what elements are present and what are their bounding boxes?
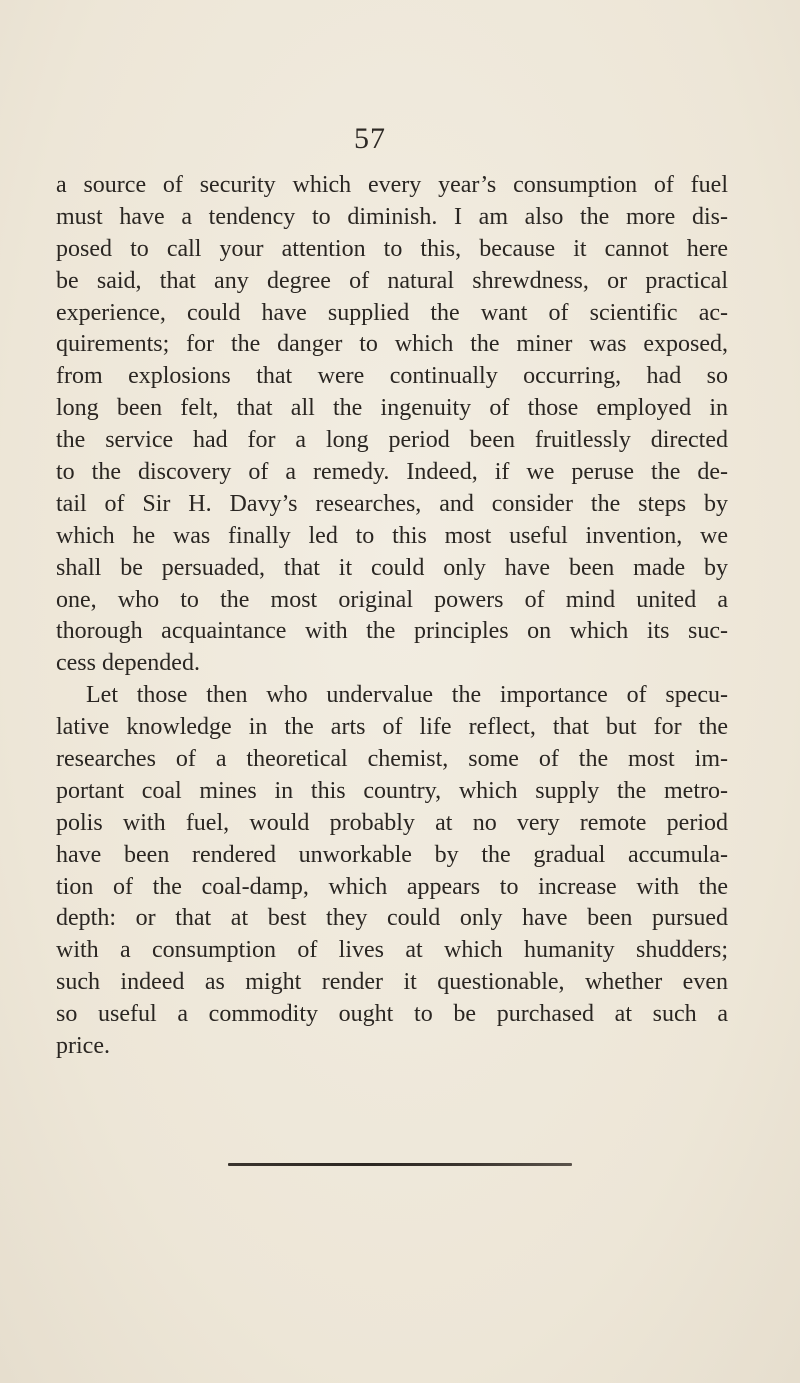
- text-line: polis with fuel, would probably at no very remote period: [56, 809, 728, 836]
- text-line: have been rendered unworkable by the gradual accumula-: [56, 841, 728, 868]
- text-line: must have a tendency to diminish. I am also the more dis-: [56, 203, 728, 230]
- text-line: the service had for a long period been fruitlessly directed: [56, 427, 728, 454]
- text-line: tail of Sir H. Davy’s researches, and consider the steps by: [56, 490, 728, 517]
- body-text: [56, 170, 728, 1063]
- text-line: cess depended.: [56, 650, 200, 677]
- text-line: quirements; for the danger to which the miner was exposed,: [56, 331, 728, 358]
- page-number: 57: [354, 122, 386, 155]
- text-line: portant coal mines in this country, which supply the metro-: [56, 777, 728, 804]
- text-line: with a consumption of lives at which humanity shudders;: [56, 937, 728, 964]
- text-line: a source of security which every year’s consumption of fuel: [56, 172, 728, 198]
- text-line: to the discovery of a remedy. Indeed, if we peruse the de-: [56, 459, 728, 486]
- text-line: which he was finally led to this most useful invention, we: [56, 522, 728, 549]
- text-line: price.: [56, 1033, 110, 1060]
- text-line: posed to call your attention to this, because it cannot here: [56, 235, 728, 262]
- text-line: thorough acquaintance with the principles on which its suc-: [56, 618, 728, 645]
- text-line: be said, that any degree of natural shrewdness, or practical: [56, 267, 728, 294]
- text-line: from explosions that were continually occurring, had so: [56, 363, 728, 390]
- text-line: such indeed as might render it questionable, whether even: [56, 969, 728, 996]
- text-line: depth: or that at best they could only have been pursued: [56, 905, 728, 932]
- text-line: so useful a commodity ought to be purchased at such a: [56, 1001, 728, 1028]
- text-line: tion of the coal-damp, which appears to increase with the: [56, 873, 728, 900]
- text-line: shall be persuaded, that it could only have been made by: [56, 554, 728, 581]
- section-divider: [228, 1163, 572, 1166]
- text-line: Let those then who undervalue the importance of specu-: [86, 682, 728, 709]
- text-line: long been felt, that all the ingenuity of those employed in: [56, 395, 728, 422]
- text-line: experience, could have supplied the want of scientific ac-: [56, 299, 728, 326]
- text-line: researches of a theoretical chemist, some of the most im-: [56, 746, 728, 773]
- text-line: lative knowledge in the arts of life reflect, that but for the: [56, 714, 728, 741]
- text-line: one, who to the most original powers of mind united a: [56, 586, 728, 613]
